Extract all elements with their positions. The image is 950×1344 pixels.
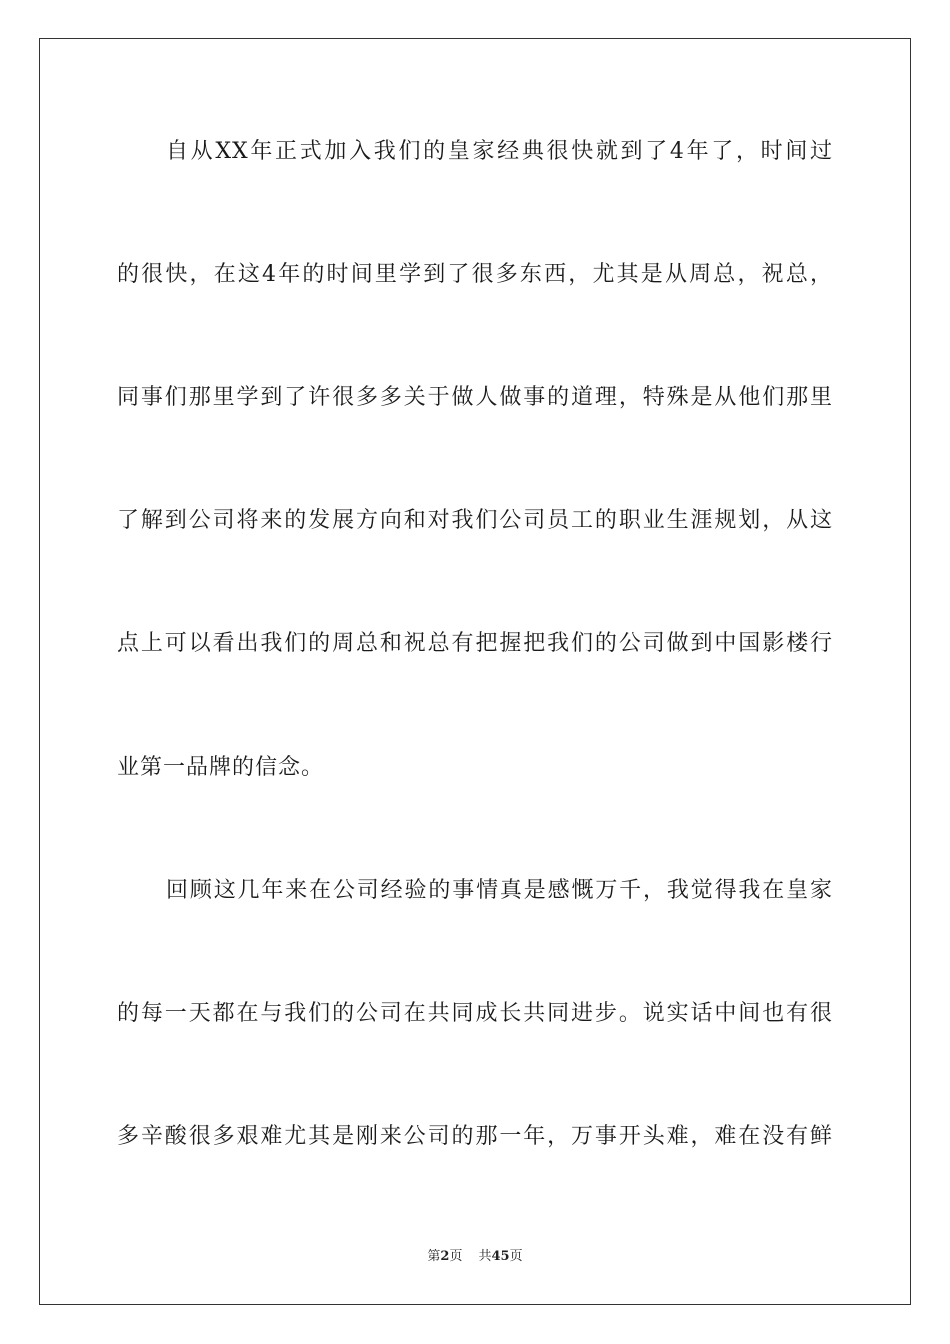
page-prefix: 第 — [427, 1249, 441, 1264]
page-number: 2 — [440, 1249, 450, 1264]
paragraph-1-line-4: 了解到公司将来的发展方向和对我们公司员工的职业生涯规划，从这 — [117, 508, 833, 533]
paragraph-1-line-3: 同事们那里学到了许很多多关于做人做事的道理，特殊是从他们那里 — [117, 385, 833, 410]
paragraph-2-line-1: 回顾这几年来在公司经验的事情真是感慨万千，我觉得我在皇家 — [166, 878, 833, 903]
total-pages: 45 — [491, 1249, 510, 1264]
paragraph-1-line-2: 的很快，在这4年的时间里学到了很多东西，尤其是从周总，祝总， — [117, 262, 833, 287]
total-suffix: 页 — [509, 1249, 523, 1264]
paragraph-2-line-3: 多辛酸很多艰难尤其是刚来公司的那一年，万事开头难，难在没有鲜 — [117, 1124, 833, 1149]
total-prefix: 共 — [478, 1249, 492, 1264]
paragraph-1-line-1: 自从XX年正式加入我们的皇家经典很快就到了4年了，时间过 — [166, 139, 833, 164]
page-border — [39, 38, 911, 1305]
paragraph-1-line-5: 点上可以看出我们的周总和祝总有把握把我们的公司做到中国影楼行 — [117, 631, 833, 656]
page-suffix: 页 — [449, 1249, 463, 1264]
paragraph-1-line-6: 业第一品牌的信念。 — [117, 755, 325, 780]
paragraph-2-line-2: 的每一天都在与我们的公司在共同成长共同进步。说实话中间也有很 — [117, 1001, 833, 1026]
page-footer — [0, 1248, 950, 1266]
